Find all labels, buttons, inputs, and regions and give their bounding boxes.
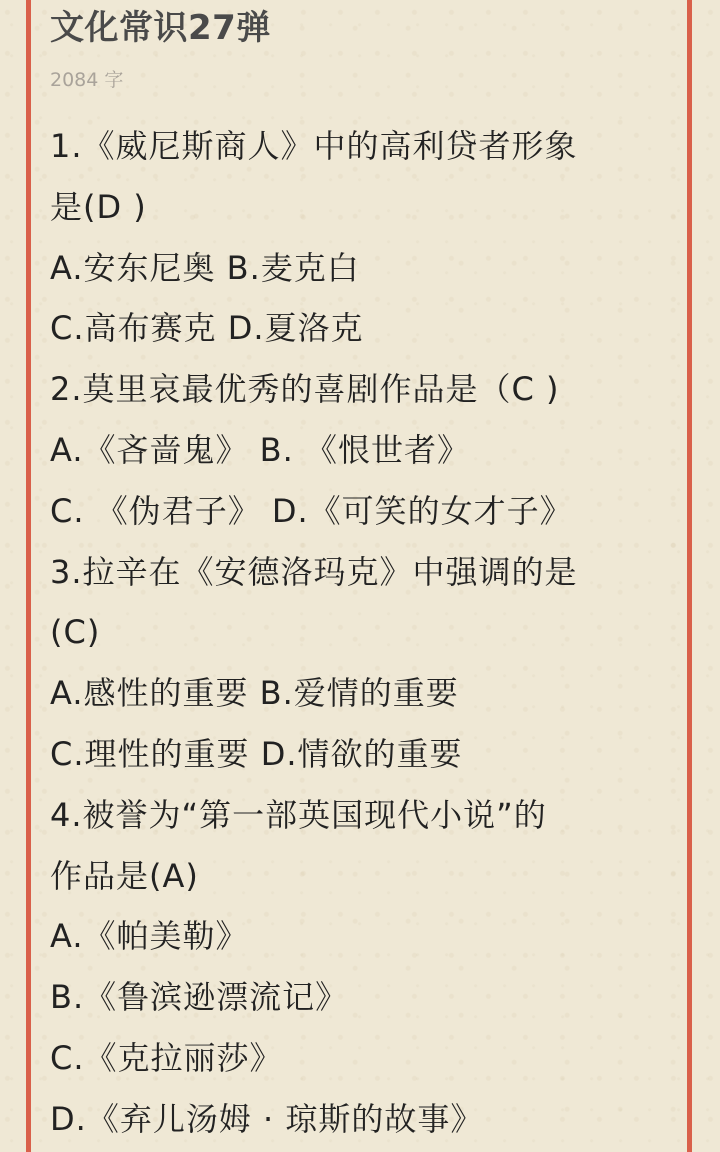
text-line: B.《鲁滨逊漂流记》 [50,978,349,1017]
right-margin-line [687,0,692,1152]
word-count: 2084 字 [50,69,124,91]
text-line: 作品是(A) [50,856,199,895]
text-line: 1.《威尼斯商人》中的高利贷者形象 [50,127,578,165]
note-body [50,116,680,1150]
note-content [50,0,680,1150]
text-line: C. 《伪君子》 D.《可笑的女才子》 [50,491,573,530]
note-title: 文化常识27弹 [50,8,271,48]
text-line: (C) [50,613,101,652]
left-margin-line [26,0,31,1152]
text-line: C.理性的重要 D.情欲的重要 [50,734,463,773]
text-line: D.《弃儿汤姆 · 琼斯的故事》 [50,1099,484,1138]
text-line: A.感性的重要 B.爱情的重要 [50,674,459,713]
text-line: A.《帕美勒》 [50,917,249,956]
text-line: A.安东尼奥 B.麦克白 [50,248,360,287]
text-line: 3.拉辛在《安德洛玛克》中强调的是 [50,552,578,591]
text-line: A.《吝啬鬼》 B. 《恨世者》 [50,430,470,469]
text-line: C.《克拉丽莎》 [50,1038,283,1077]
text-line: C.高布赛克 D.夏洛克 [50,309,364,348]
text-line: 4.被誉为“第一部英国现代小说”的 [50,795,547,834]
text-line: 是(D ) [50,187,147,226]
text-line: 2.莫里哀最优秀的喜剧作品是（C ) [50,370,560,409]
